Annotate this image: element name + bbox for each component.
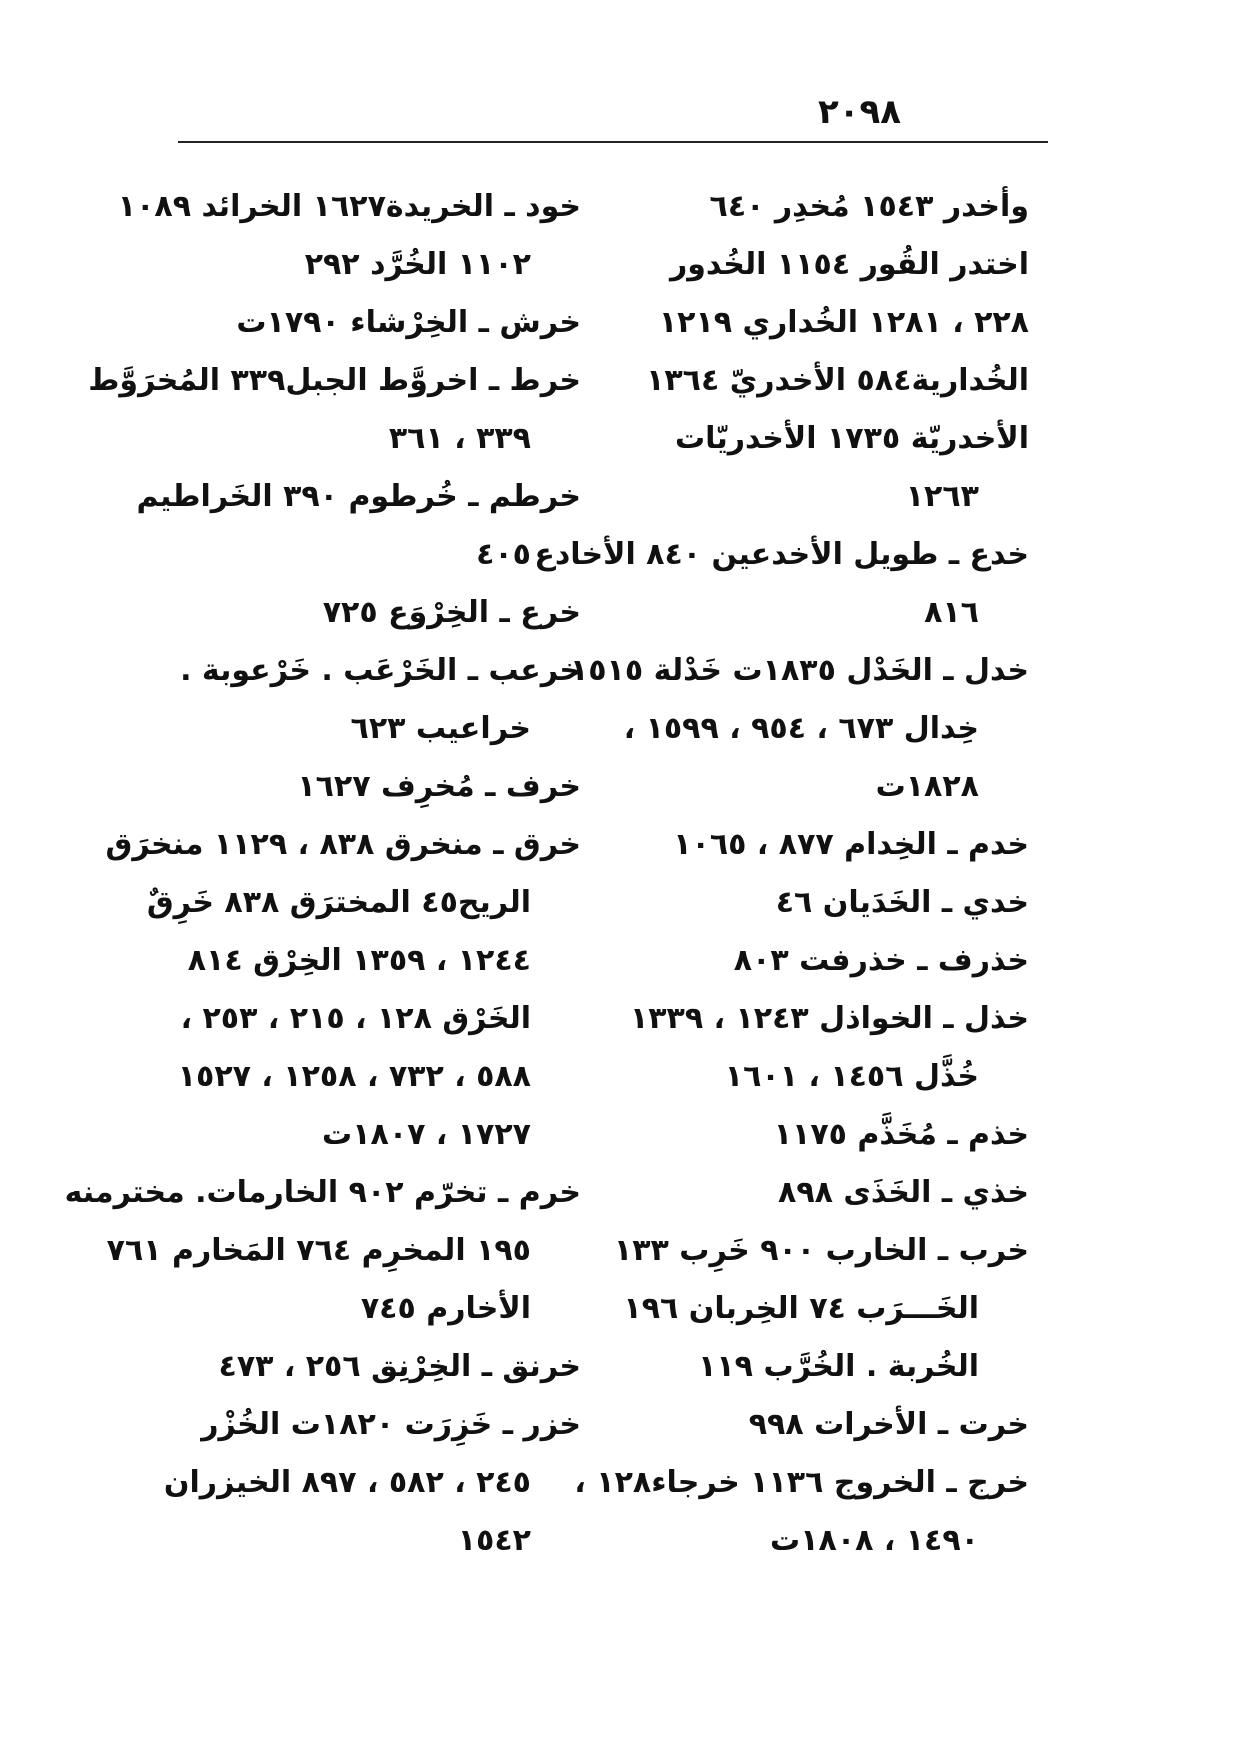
entry-line: خرق ـ منخرق ٨٣٨ ، ١١٢٩ منخرَق [105,827,581,862]
entry-line: ١٨٢٨ت [875,769,979,804]
left-column [64,178,581,1570]
entry-line: الخُدارية٥٨٤ الأخدريّ ١٣٦٤ [646,363,1029,398]
right-column [534,178,1029,1570]
entry-line: ١٥٤٢ [457,1523,531,1558]
entry-line: وأخدر ١٥٤٣ مُخدِر ٦٤٠ [709,189,1029,224]
entry-line: خرعب ـ الخَرْعَب . خَرْعوبة . [180,653,581,688]
entry-line: ١١٠٢ الخُرَّد ٢٩٢ [304,247,531,282]
entry-line: خِدال ٦٧٣ ، ٩٥٤ ، ١٥٩٩ ، [623,711,979,746]
entry-line: خرت ـ الأخرات ٩٩٨ [748,1407,1029,1442]
entry-line: خرط ـ اخروَّط الجبل٣٣٩ المُخرَوَّط [88,363,581,398]
entry-line: اختدر القُور ١١٥٤ الخُدور [670,247,1029,282]
entry-line: خذي ـ الخَذَى ٨٩٨ [778,1175,1029,1210]
entry-line: الخَـــرَب ٧٤ الخِربان ١٩٦ [623,1291,979,1326]
entry-line: خرم ـ تخرّم ٩٠٢ الخارمات. مخترمنه [64,1175,581,1210]
entry-line: خود ـ الخريدة١٦٢٧ الخرائد ١٠٨٩ [117,189,581,224]
entry-line: خرع ـ الخِرْوَع ٧٢٥ [322,595,581,630]
entry-line: خدع ـ طويل الأخدعين ٨٤٠ الأخادع [534,537,1029,572]
entry-line: خذم ـ مُخَذَّم ١١٧٥ [773,1117,1029,1152]
entry-line: خراعيب ٦٢٣ [350,711,531,746]
entry-line: خرج ـ الخروج ١١٣٦ خرجاء١٢٨ ، [574,1465,1029,1500]
entry-line: خرطم ـ خُرطوم ٣٩٠ الخَراطيم [136,479,581,514]
entry-line: ٢٤٥ ، ٥٨٢ ، ٨٩٧ الخيزران [163,1465,531,1500]
entry-line: خرنق ـ الخِرْنِق ٢٥٦ ، ٤٧٣ [218,1349,581,1384]
entry-line: خدي ـ الخَدَيان ٤٦ [775,885,1029,920]
entry-line: خدل ـ الخَدْل ١٨٣٥ت خَدْلة ١٥١٥ [569,653,1029,688]
entry-line: خزر ـ خَزِرَت ١٨٢٠ت الخُزْر [201,1407,581,1442]
entry-line: ٤٠٥ [476,537,531,572]
entry-line: ١٤٩٠ ، ١٨٠٨ت [770,1523,979,1558]
entry-line: ٥٨٨ ، ٧٣٢ ، ١٢٥٨ ، ١٥٢٧ [177,1059,531,1094]
entry-line: الأخارم ٧٤٥ [360,1291,531,1326]
entry-line: ١٢٤٤ ، ١٣٥٩ الخِرْق ٨١٤ [187,943,531,978]
entry-line: ٨١٦ [924,595,979,630]
entry-line: خرش ـ الخِرْشاء ١٧٩٠ت [236,305,581,340]
entry-line: الخُربة . الخُرَّب ١١٩ [698,1349,979,1384]
entry-line: الريح٤٥ المخترَق ٨٣٨ خَرِقٌ [146,885,531,920]
page-number: ٢٠٩٨ [817,92,901,132]
entry-line: خرف ـ مُخرِف ١٦٢٧ [297,769,581,804]
entry-line: خُذَّل ١٤٥٦ ، ١٦٠١ [724,1059,979,1094]
entry-line: ١٢٦٣ [905,479,979,514]
entry-line: ١٩٥ المخرِم ٧٦٤ المَخارم ٧٦١ [106,1233,531,1268]
entry-line: الخَرْق ١٢٨ ، ٢١٥ ، ٢٥٣ ، [180,1001,531,1036]
entry-line: ١٧٢٧ ، ١٨٠٧ت [322,1117,531,1152]
entry-line: خذل ـ الخواذل ١٢٤٣ ، ١٣٣٩ [629,1001,1029,1036]
entry-line: الأخدريّة ١٧٣٥ الأخدريّات [675,421,1029,456]
entry-line: خدم ـ الخِدام ٨٧٧ ، ١٠٦٥ [673,827,1029,862]
entry-line: خذرف ـ خذرفت ٨٠٣ [733,943,1029,978]
entry-line: ٣٣٩ ، ٣٦١ [388,421,531,456]
entry-line: خرب ـ الخارب ٩٠٠ خَرِب ١٣٣ [613,1233,1029,1268]
header-rule [178,141,1048,143]
entry-line: ٢٢٨ ، ١٢٨١ الخُداري ١٢١٩ [658,305,1029,340]
